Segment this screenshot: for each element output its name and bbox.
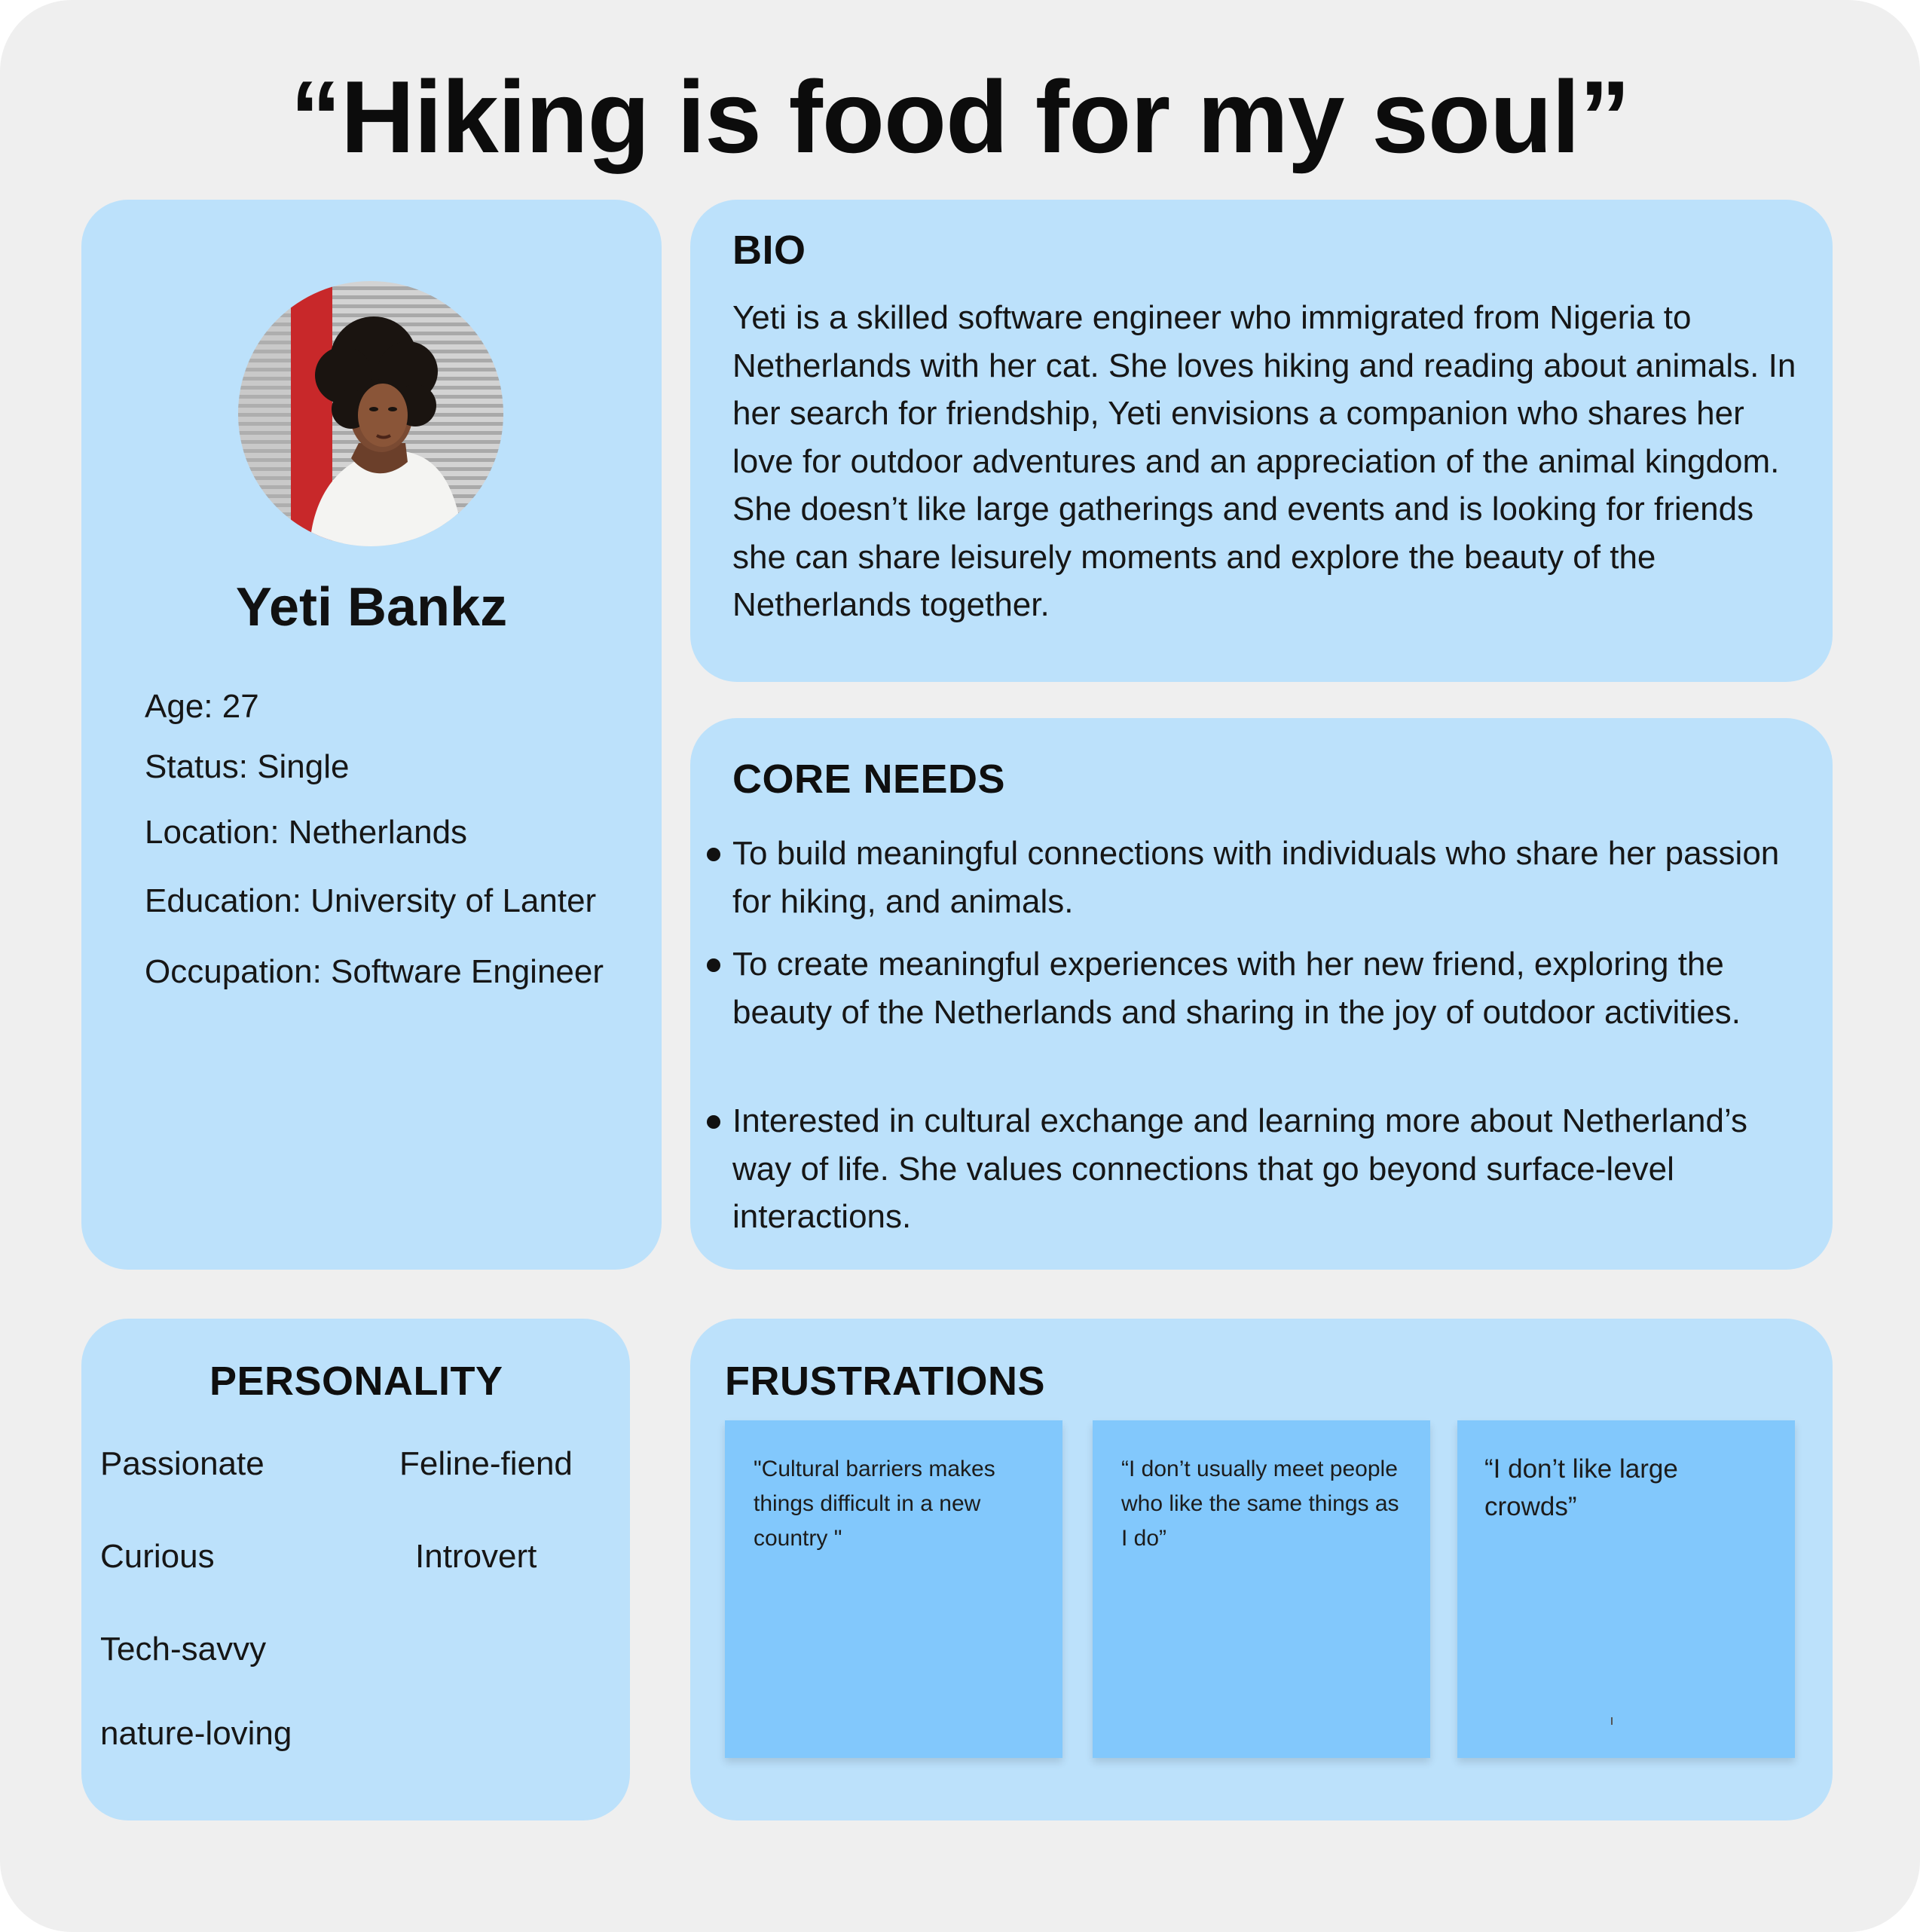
bullet-icon: [707, 848, 720, 861]
list-item: [732, 830, 1802, 925]
frustrations-card: [690, 1319, 1833, 1820]
personality-card: [81, 1319, 630, 1820]
fact-education: Education: University of Lanter: [145, 882, 597, 919]
sticky-note-text: "Cultural barriers makes things difficult in a new country ": [754, 1457, 995, 1551]
persona-name: Yeti Bankz: [235, 577, 508, 637]
bullet-icon: [707, 958, 720, 972]
trait-curious: Curious: [100, 1538, 215, 1575]
trait-feline-fiend: Feline-fiend: [399, 1445, 573, 1482]
sticky-note: [1093, 1420, 1430, 1758]
text-cursor-mark: [1611, 1717, 1613, 1725]
need-text: Interested in cultural exchange and learning more about Netherland’s way of life. She values connections that go beyond surface-level interactions.: [732, 1102, 1747, 1235]
fact-occupation: Occupation: Software Engineer: [145, 953, 604, 990]
persona-quote-title: “Hiking is food for my soul”: [290, 60, 1630, 174]
list-item: [732, 940, 1802, 1036]
sticky-note-text: “I don’t usually meet people who like the same things as I do”: [1121, 1457, 1399, 1551]
avatar: [238, 281, 503, 546]
need-text: To create meaningful experiences with her new friend, exploring the beauty of the Netherlands and sharing in the joy of outdoor activities.: [732, 946, 1741, 1031]
sticky-note: [725, 1420, 1062, 1758]
bio-text: Yeti is a skilled software engineer who immigrated from Nigeria to Netherlands with her cat. She loves hiking and reading about animals. In her search for friendship, Yeti envisions a companion who shares her love for outdoor adventures and an appreciation of the animal kingdom. She doesn’t like large gatherings and events and is looking for friends she can share leisurely moments and explore the beauty of the Netherlands together.: [732, 299, 1796, 623]
personality-heading: PERSONALITY: [209, 1359, 503, 1404]
fact-location: Location: Netherlands: [145, 814, 468, 851]
bio-heading: BIO: [732, 228, 806, 273]
fact-status: Status: Single: [145, 748, 350, 785]
sticky-note: [1457, 1420, 1795, 1758]
core-needs-heading: CORE NEEDS: [732, 757, 1006, 802]
core-needs-card: [690, 718, 1833, 1270]
profile-card: [81, 200, 662, 1270]
bio-card: [690, 200, 1833, 682]
avatar-portrait-icon: [238, 281, 503, 546]
fact-age: Age: 27: [145, 688, 259, 725]
sticky-note-text: “I don’t like large crowds”: [1484, 1454, 1678, 1521]
frustrations-heading: FRUSTRATIONS: [725, 1359, 1045, 1404]
trait-tech-savvy: Tech-savvy: [100, 1631, 267, 1668]
trait-nature-loving: nature-loving: [100, 1715, 292, 1752]
trait-passionate: Passionate: [100, 1445, 264, 1482]
list-item: [732, 1097, 1802, 1241]
need-text: To build meaningful connections with individuals who share her passion for hiking, and animals.: [732, 835, 1780, 920]
trait-introvert: Introvert: [415, 1538, 537, 1575]
bullet-icon: [707, 1115, 720, 1129]
